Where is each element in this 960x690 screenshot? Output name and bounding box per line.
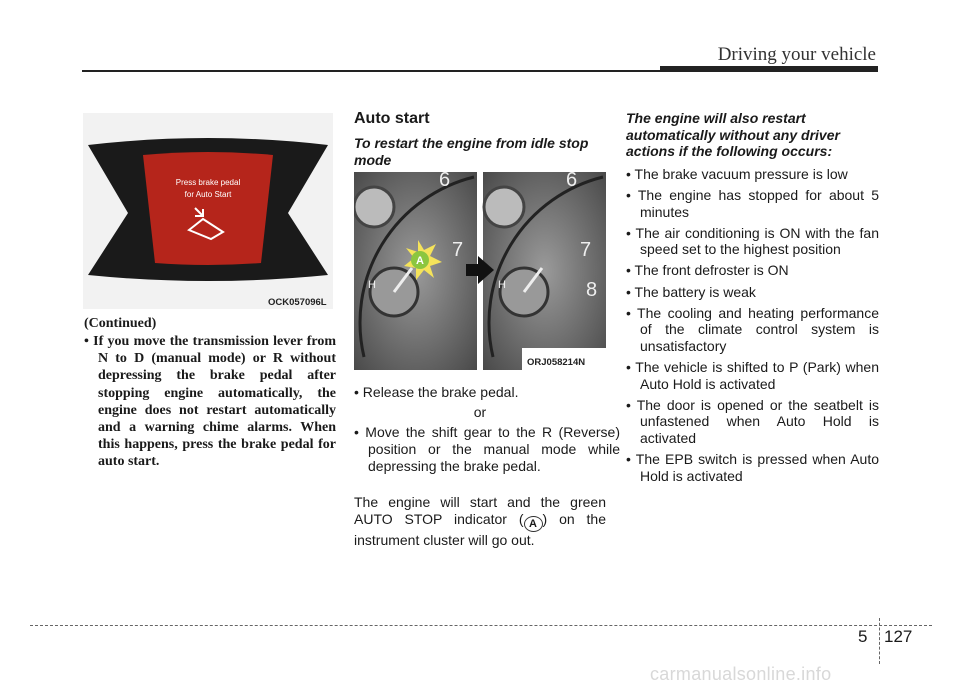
gauge-number: 6 — [439, 172, 451, 191]
screen-text-line2: for Auto Start — [184, 190, 232, 199]
list-item: • The front defroster is ON — [626, 262, 789, 279]
gauge-number: 8 — [586, 279, 598, 301]
list-item: • The battery is weak — [626, 283, 756, 300]
footer-rule — [30, 625, 932, 626]
list-item: • The EPB switch is pressed when Auto Hold is activated — [626, 450, 879, 484]
header-title: Driving your vehicle — [717, 44, 876, 65]
gauge-letter: H — [368, 279, 376, 291]
auto-stop-glyph: A — [416, 255, 424, 267]
release-brake-item: • Release the brake pedal. — [354, 384, 519, 400]
footer-divider — [879, 618, 880, 664]
gauge-number: 6 — [566, 172, 578, 191]
cluster-message-figure — [83, 113, 333, 309]
continued-label: (Continued) — [84, 316, 157, 331]
gauge-number: 7 — [452, 239, 464, 261]
section-heading: Auto start — [354, 110, 430, 127]
auto-stop-icon: A — [524, 516, 543, 532]
cluster-display-illustration — [83, 113, 333, 309]
gauge-letter: H — [498, 279, 506, 291]
gauge-number: 7 — [580, 239, 592, 261]
paragraph-text: The engine will start and the green AUTO STOP indicator ( — [354, 494, 606, 527]
list-item: • The brake vacuum pressure is low — [626, 166, 848, 182]
figure-caption: OCK057096L — [268, 297, 327, 308]
list-item: • The air conditioning is ON with the fan speed set to the highest position — [626, 224, 879, 258]
list-item: • The vehicle is shifted to P (Park) when Auto Hold is activated — [626, 358, 879, 392]
restart-conditions-heading: The engine will also restart automatically without any driver actions if the following occurs: — [626, 110, 840, 159]
screen-panel — [143, 152, 273, 265]
paragraph-text: ) on the instrument cluster will go out. — [354, 510, 606, 548]
list-item: • The engine has stopped for about 5 minutes — [626, 187, 879, 220]
page-number: 127 — [884, 627, 913, 646]
gauge-figure — [354, 172, 606, 370]
screen-text-line1: Press brake pedal — [175, 178, 241, 187]
section-subheading: To restart the engine from idle stop mode — [354, 135, 589, 168]
auto-stop-paragraph — [354, 494, 606, 549]
header-rule — [82, 70, 662, 72]
shift-gear-item: • Move the shift gear to the R (Reverse) position or the manual mode while depressing the brake pedal. — [354, 424, 620, 474]
watermark: carmanualsonline.info — [650, 664, 832, 684]
header-rule-tab — [660, 66, 878, 72]
restart-conditions-list — [626, 166, 879, 489]
list-item: • The door is opened or the seatbelt is unfastened when Auto Hold is activated — [626, 396, 879, 446]
or-separator: or — [473, 404, 487, 420]
chapter-number: 5 — [858, 627, 868, 646]
figure-caption: ORJ058214N — [527, 357, 586, 368]
list-item: • The cooling and heating performance of the climate control system is unsatisfactory — [626, 304, 879, 354]
gauge-illustration — [354, 172, 606, 370]
transmission-note: • If you move the transmission lever from N to D (manual mode) or R without depressing the brake pedal after stopping engine automatically, the engine does not restart automatically and a warning chime alarms. When this happens, press the brake pedal for auto start. — [84, 334, 336, 470]
